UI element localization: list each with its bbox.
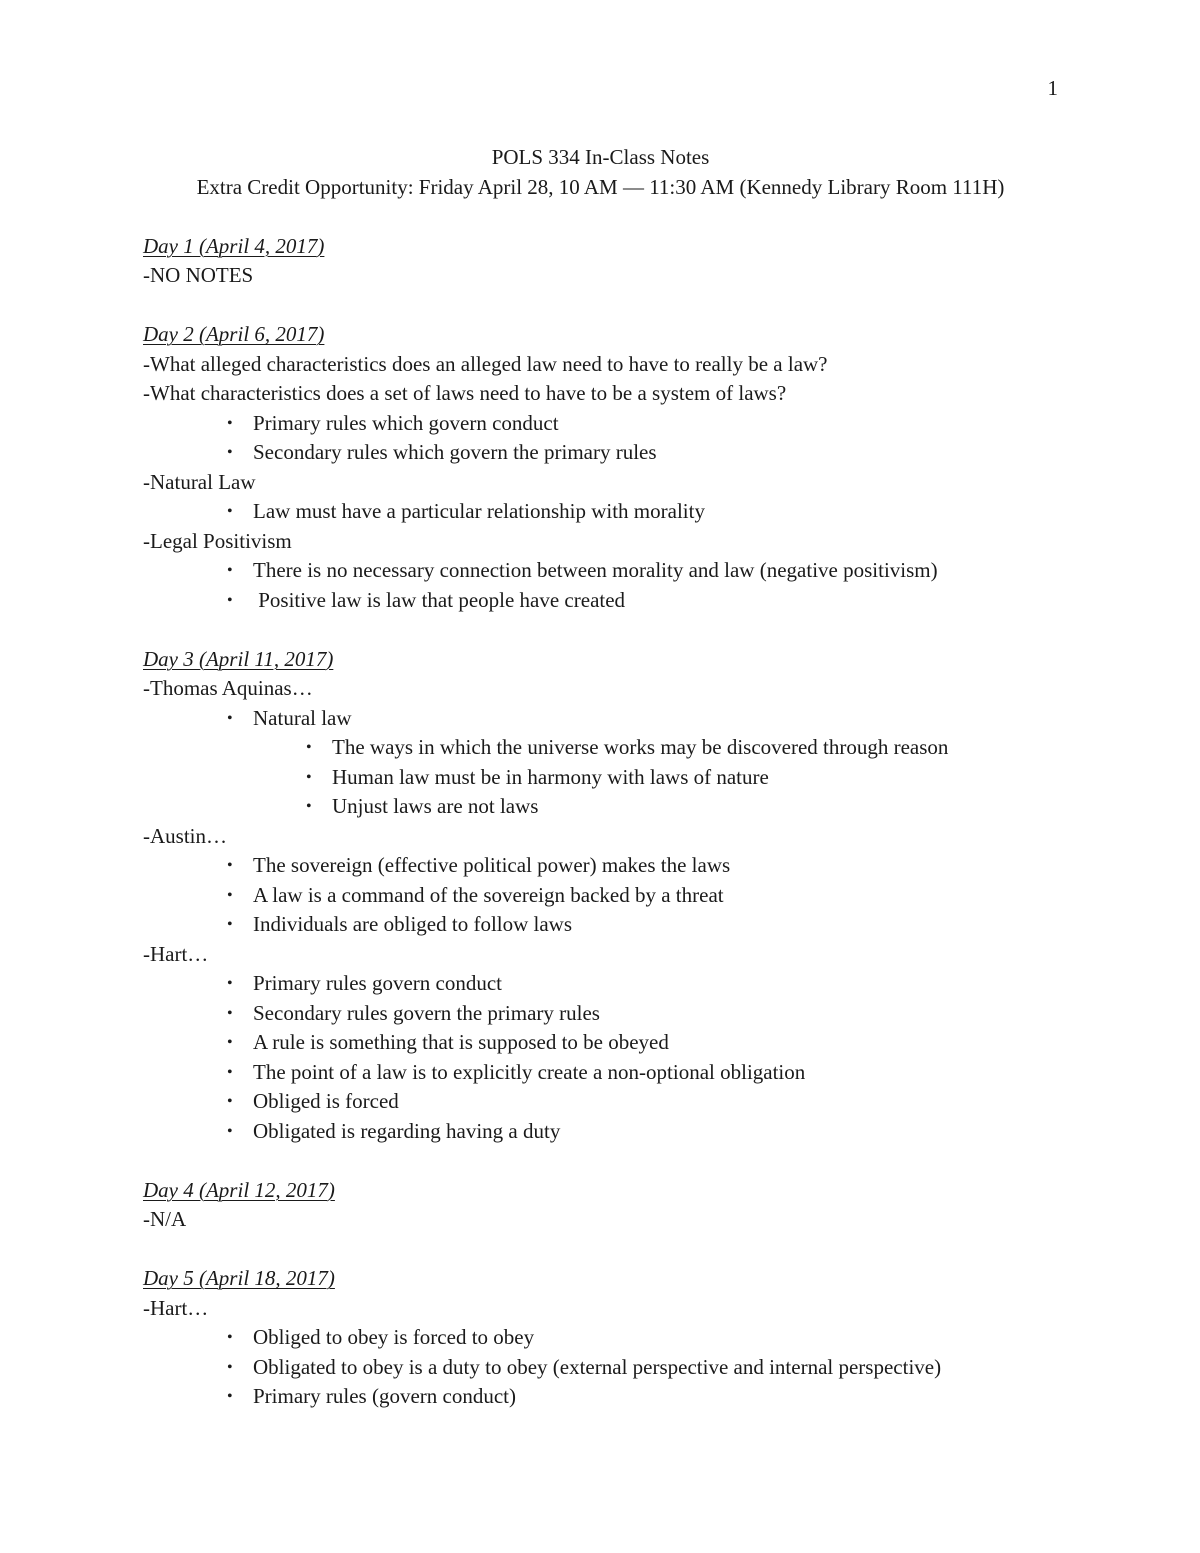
note-line: -Hart… <box>143 1295 209 1320</box>
bullet-icon: • <box>227 503 233 520</box>
list-item-text: Individuals are obliged to follow laws <box>253 912 573 936</box>
note-line: -Austin… <box>143 823 227 848</box>
bullet-icon: • <box>227 886 233 904</box>
bullet-icon: • <box>306 768 312 786</box>
document-title: POLS 334 In-Class Notes <box>491 145 710 169</box>
bullet-icon: • <box>227 414 233 432</box>
list-item-text: The ways in which the universe works may be discovered through reason <box>332 735 949 759</box>
note-line: -NO NOTES <box>143 263 254 287</box>
list-item-text: The point of a law is to explicitly create a non-optional obligation <box>253 1059 806 1084</box>
day-section <box>143 320 1058 615</box>
page-number: 1 <box>1047 76 1058 100</box>
list-item-text: Law must have a particular relationship with morality <box>253 499 705 523</box>
nested-list-item <box>143 733 1058 763</box>
note-line: -Natural Law <box>143 469 256 494</box>
list-item <box>143 409 1058 439</box>
list-item <box>143 1058 1058 1088</box>
bullet-icon: • <box>227 975 233 992</box>
bullet-icon: • <box>306 739 312 756</box>
bullet-icon: • <box>227 1122 233 1140</box>
list-item <box>143 1323 1058 1353</box>
list-item-text: A law is a command of the sovereign backed by a threat <box>253 882 724 907</box>
bullet-list <box>143 497 1058 527</box>
day-heading: Day 1 (April 4, 2017) <box>143 233 325 258</box>
bullet-icon: • <box>227 709 233 727</box>
extra-credit-notice: Extra Credit Opportunity: Friday April 28, 10 AM — 11:30 AM (Kennedy Library Room 111H) <box>196 174 1005 199</box>
list-item-text: There is no necessary connection between morality and law (negative positivism) <box>253 558 938 582</box>
bullet-icon: • <box>227 562 233 579</box>
list-item-text: Secondary rules govern the primary rules <box>253 1000 600 1025</box>
note-line: -N/A <box>143 1207 187 1231</box>
day-heading: Day 2 (April 6, 2017) <box>143 322 325 346</box>
list-item <box>143 851 1058 881</box>
list-item <box>143 999 1058 1029</box>
list-item <box>143 1117 1058 1147</box>
list-item-text: A rule is something that is supposed to be obeyed <box>253 1030 669 1054</box>
list-item <box>143 910 1058 940</box>
bullet-icon: • <box>227 1329 233 1346</box>
day-section <box>143 645 1058 1147</box>
day-section <box>143 232 1058 291</box>
list-item-text: Primary rules govern conduct <box>253 971 503 995</box>
list-item-text: Natural law <box>253 705 352 730</box>
bullet-list <box>143 851 1058 940</box>
bullet-list <box>143 1323 1058 1412</box>
list-item <box>143 1353 1058 1383</box>
bullet-icon: • <box>227 1004 233 1022</box>
nested-list-item <box>143 792 1058 822</box>
note-line: -Hart… <box>143 941 209 966</box>
note-line: -Thomas Aquinas… <box>143 676 313 700</box>
list-item-text: Positive law is law that people have created <box>253 587 626 612</box>
nested-list-item <box>143 763 1058 793</box>
list-item-text: Unjust laws are not laws <box>332 794 539 818</box>
list-item <box>143 1382 1058 1412</box>
bullet-list <box>143 556 1058 615</box>
list-item-text: Obliged to obey is forced to obey <box>253 1325 535 1349</box>
bullet-list <box>143 704 1058 822</box>
list-item-text: Secondary rules which govern the primary rules <box>253 440 657 464</box>
list-item-text: Obligated is regarding having a duty <box>253 1118 561 1143</box>
list-item <box>143 1028 1058 1058</box>
list-item <box>143 969 1058 999</box>
list-item <box>143 1087 1058 1117</box>
list-item-text: Primary rules which govern conduct <box>253 410 559 435</box>
bullet-list <box>143 969 1058 1146</box>
day-heading: Day 3 (April 11, 2017) <box>143 646 334 671</box>
note-line: -Legal Positivism <box>143 528 292 553</box>
day-section <box>143 1176 1058 1235</box>
list-item-text: Obligated to obey is a duty to obey (external perspective and internal perspective) <box>253 1354 942 1379</box>
list-item <box>143 438 1058 468</box>
list-item <box>143 497 1058 527</box>
bullet-icon: • <box>227 1093 233 1110</box>
bullet-icon: • <box>227 1388 233 1405</box>
bullet-icon: • <box>227 1034 233 1051</box>
note-line: -What characteristics does a set of laws need to have to be a system of laws? <box>143 381 787 405</box>
bullet-icon: • <box>306 798 312 815</box>
list-item <box>143 704 1058 734</box>
day-section <box>143 1264 1058 1412</box>
bullet-icon: • <box>227 916 233 933</box>
list-item-text: Obliged is forced <box>253 1089 399 1113</box>
bullet-icon: • <box>227 857 233 874</box>
list-item-text: Primary rules (govern conduct) <box>253 1384 517 1408</box>
bullet-icon: • <box>227 1358 233 1376</box>
list-item <box>143 881 1058 911</box>
document-body <box>143 143 1058 1412</box>
bullet-icon: • <box>227 444 233 461</box>
list-item-text: The sovereign (effective political power) makes the laws <box>253 853 731 877</box>
list-item <box>143 556 1058 586</box>
list-item <box>143 586 1058 616</box>
list-item-text: Human law must be in harmony with laws of nature <box>332 764 769 789</box>
bullet-icon: • <box>227 1063 233 1081</box>
bullet-list <box>143 409 1058 468</box>
day-heading: Day 4 (April 12, 2017) <box>143 1177 335 1202</box>
day-heading: Day 5 (April 18, 2017) <box>143 1266 335 1290</box>
note-line: -What alleged characteristics does an alleged law need to have to really be a law? <box>143 351 828 376</box>
bullet-icon: • <box>227 591 233 609</box>
